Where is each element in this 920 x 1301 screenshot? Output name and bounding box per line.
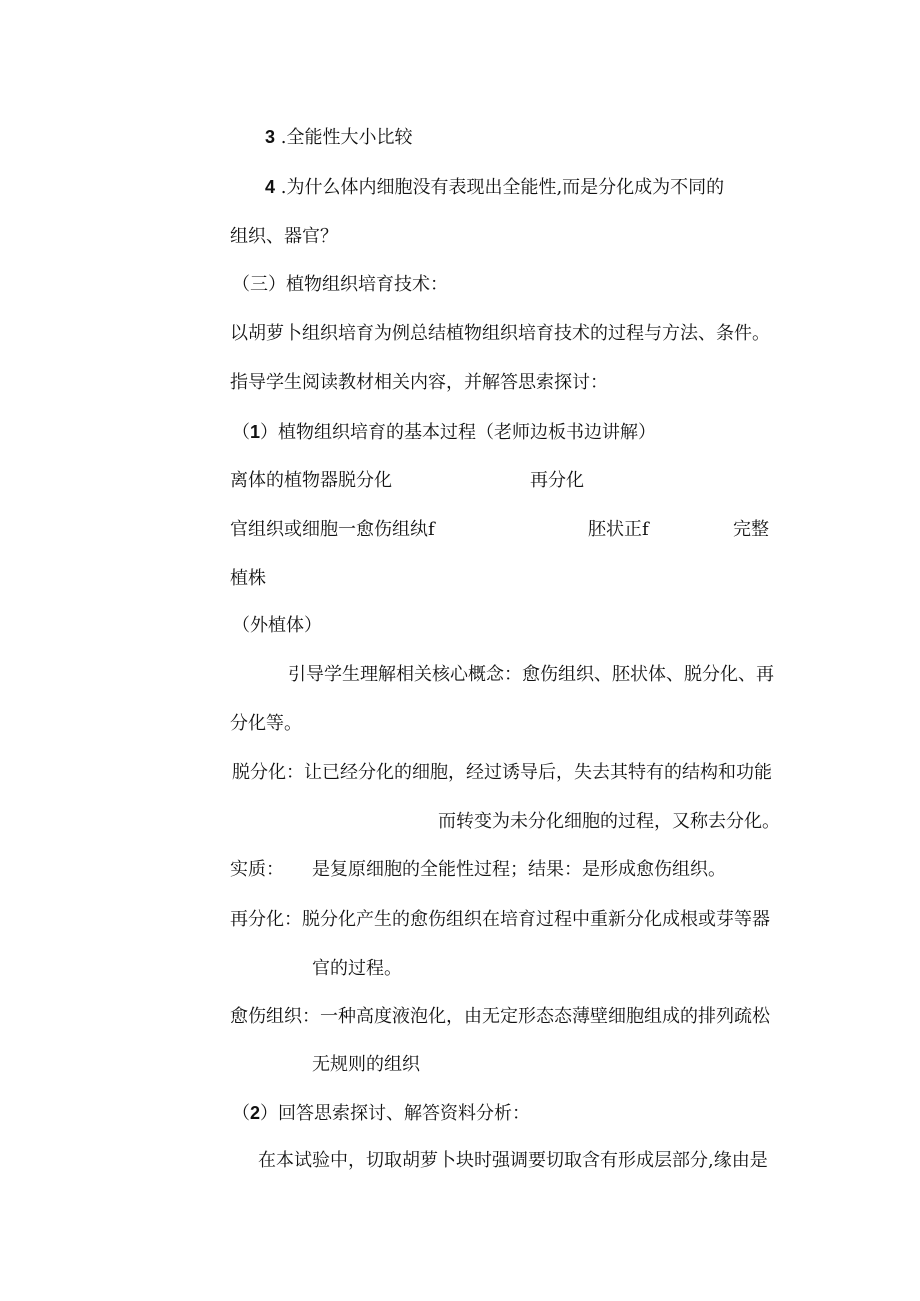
dediff-definition-1: 脱分化：让已经分化的细胞，经过诱导后，失去其特有的结构和功能	[232, 762, 772, 783]
callus-definition-2: 无规则的组织	[312, 1054, 420, 1075]
subsection-1-text: ）植物组织培育的基本过程（老师边板书边讲解）	[260, 422, 657, 443]
section-heading-3: （三）植物组织培育技术：	[232, 274, 448, 295]
concept-intro-1: 引导学生理解相关核心概念：愈伤组织、胚状体、脱分化、再	[288, 664, 774, 685]
item-3-text: .全能性大小比较	[275, 127, 413, 148]
callus-definition-1: 愈伤组织：一种高度液泡化，由无定形态态薄壁细胞组成的排列疏松	[230, 1006, 770, 1027]
subsection-2	[232, 1101, 530, 1126]
subsection-1	[232, 420, 656, 445]
subsection-2-number: 2	[250, 1103, 261, 1123]
flow-row1-left: 离体的植物器脱分化	[230, 470, 392, 491]
subsection-1-number: 1	[250, 422, 261, 442]
paragraph-summary: 以胡萝卜组织培育为例总结植物组织培育技术的过程与方法、条件。	[230, 323, 770, 344]
rediff-definition-1: 再分化：脱分化产生的愈伤组织在培育过程中重新分化成根或芽等器	[230, 909, 770, 930]
rediff-definition-2: 官的过程。	[312, 958, 402, 979]
flow-row1-mid: 再分化	[530, 470, 584, 491]
experiment-paragraph: 在本试验中，切取胡萝卜块时强调要切取含有形成层部分,缘由是	[258, 1150, 768, 1171]
subsection-2-paren: （	[232, 1103, 250, 1124]
flow-row2-left: 官组织或细胞一愈伤组纨f	[230, 519, 435, 540]
subsection-1-paren: （	[232, 422, 250, 443]
essence-text: 是复原细胞的全能性过程；结果：是形成愈伤组织。	[312, 859, 726, 880]
flow-row3: 植株	[230, 568, 266, 589]
flow-row2-right: 完整	[733, 519, 769, 540]
item-4-text: .为什么体内细胞没有表现出全能性,而是分化成为不同的	[275, 177, 725, 198]
item-4-number: 4	[265, 177, 276, 197]
concept-intro-2: 分化等。	[230, 713, 302, 734]
essence-label: 实质：	[230, 859, 284, 880]
item-3	[265, 125, 412, 150]
item-4-continuation: 组织、器官？	[230, 226, 338, 247]
dediff-definition-2: 而转变为未分化细胞的过程，又称去分化。	[438, 811, 780, 832]
flow-row2-mid: 胚状正f	[588, 519, 649, 540]
paragraph-guide: 指导学生阅读教材相关内容，并解答思索探讨：	[230, 372, 608, 393]
item-3-number: 3	[265, 127, 276, 147]
flow-row4: （外植体）	[232, 615, 322, 636]
subsection-2-text: ）回答思索探讨、解答资料分析：	[260, 1103, 531, 1124]
item-4	[265, 175, 724, 200]
